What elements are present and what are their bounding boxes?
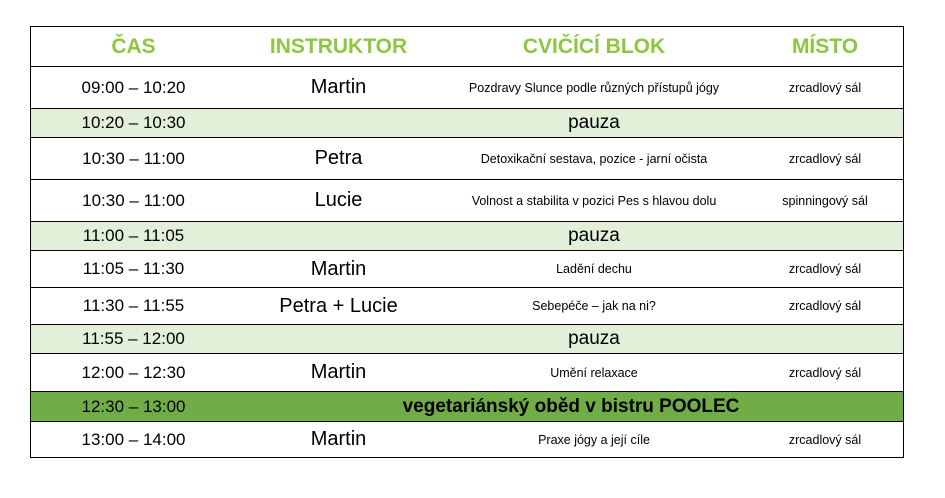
row-place: zrcadlový sál	[788, 299, 862, 313]
row-instructor: Martin	[310, 428, 367, 450]
table-row	[31, 179, 903, 221]
row-place: zrcadlový sál	[788, 432, 862, 447]
row-block: Pozdravy Slunce podle různých přístupů jógy	[468, 80, 720, 95]
table-row	[31, 421, 903, 457]
row-instructor: Lucie	[314, 189, 363, 211]
header-time: ČAS	[111, 34, 156, 58]
row-block: Sebepéče – jak na ni?	[532, 299, 656, 313]
table-row	[31, 66, 903, 108]
row-place: zrcadlový sál	[788, 365, 862, 380]
table-row	[31, 287, 903, 324]
header-place: MÍSTO	[791, 34, 859, 58]
row-time: 12:00 – 12:30	[81, 362, 186, 382]
row-block: Umění relaxace	[550, 365, 638, 380]
row-block: Volnost a stabilita v pozici Pes s hlavou dolu	[471, 193, 717, 208]
row-place: zrcadlový sál	[788, 262, 862, 276]
row-time: 11:05 – 11:30	[82, 259, 185, 278]
row-time: 11:55 – 12:00	[82, 329, 185, 348]
row-time: 12:30 – 13:00	[81, 396, 186, 416]
table-header	[31, 27, 903, 66]
row-time: 11:00 – 11:05	[82, 226, 185, 245]
row-time: 13:00 – 14:00	[81, 429, 186, 449]
pause-label: pauza	[568, 328, 620, 349]
pause-row	[31, 108, 903, 137]
table-row	[31, 250, 903, 287]
row-block: Ladění dechu	[556, 262, 632, 276]
row-time: 10:20 – 10:30	[81, 113, 186, 132]
row-instructor: Petra	[314, 147, 363, 169]
row-instructor: Martin	[310, 361, 367, 383]
header-instructor: INSTRUKTOR	[269, 34, 408, 58]
schedule-table	[30, 26, 904, 458]
row-instructor: Martin	[310, 76, 367, 98]
row-block: Praxe jógy a její cíle	[538, 432, 650, 447]
row-time: 09:00 – 10:20	[81, 77, 186, 97]
pause-row	[31, 324, 903, 353]
pause-label: pauza	[568, 112, 620, 133]
pause-row	[31, 221, 903, 250]
header-block: CVIČÍCÍ BLOK	[522, 34, 666, 58]
table-row	[31, 353, 903, 391]
row-time: 10:30 – 11:00	[82, 148, 185, 168]
lunch-label: vegetariánský oběd v bistru POOLEC	[402, 395, 740, 417]
pause-label: pauza	[568, 225, 620, 246]
row-place: spinningový sál	[782, 193, 868, 208]
row-block: Detoxikační sestava, pozice - jarní očista	[480, 151, 708, 166]
table-row	[31, 137, 903, 179]
lunch-row	[31, 391, 903, 421]
row-instructor: Petra + Lucie	[279, 294, 398, 317]
row-place: zrcadlový sál	[788, 151, 862, 166]
row-place: zrcadlový sál	[788, 80, 862, 95]
row-time: 10:30 – 11:00	[82, 190, 185, 210]
row-instructor: Martin	[310, 257, 367, 280]
row-time: 11:30 – 11:55	[82, 296, 185, 315]
